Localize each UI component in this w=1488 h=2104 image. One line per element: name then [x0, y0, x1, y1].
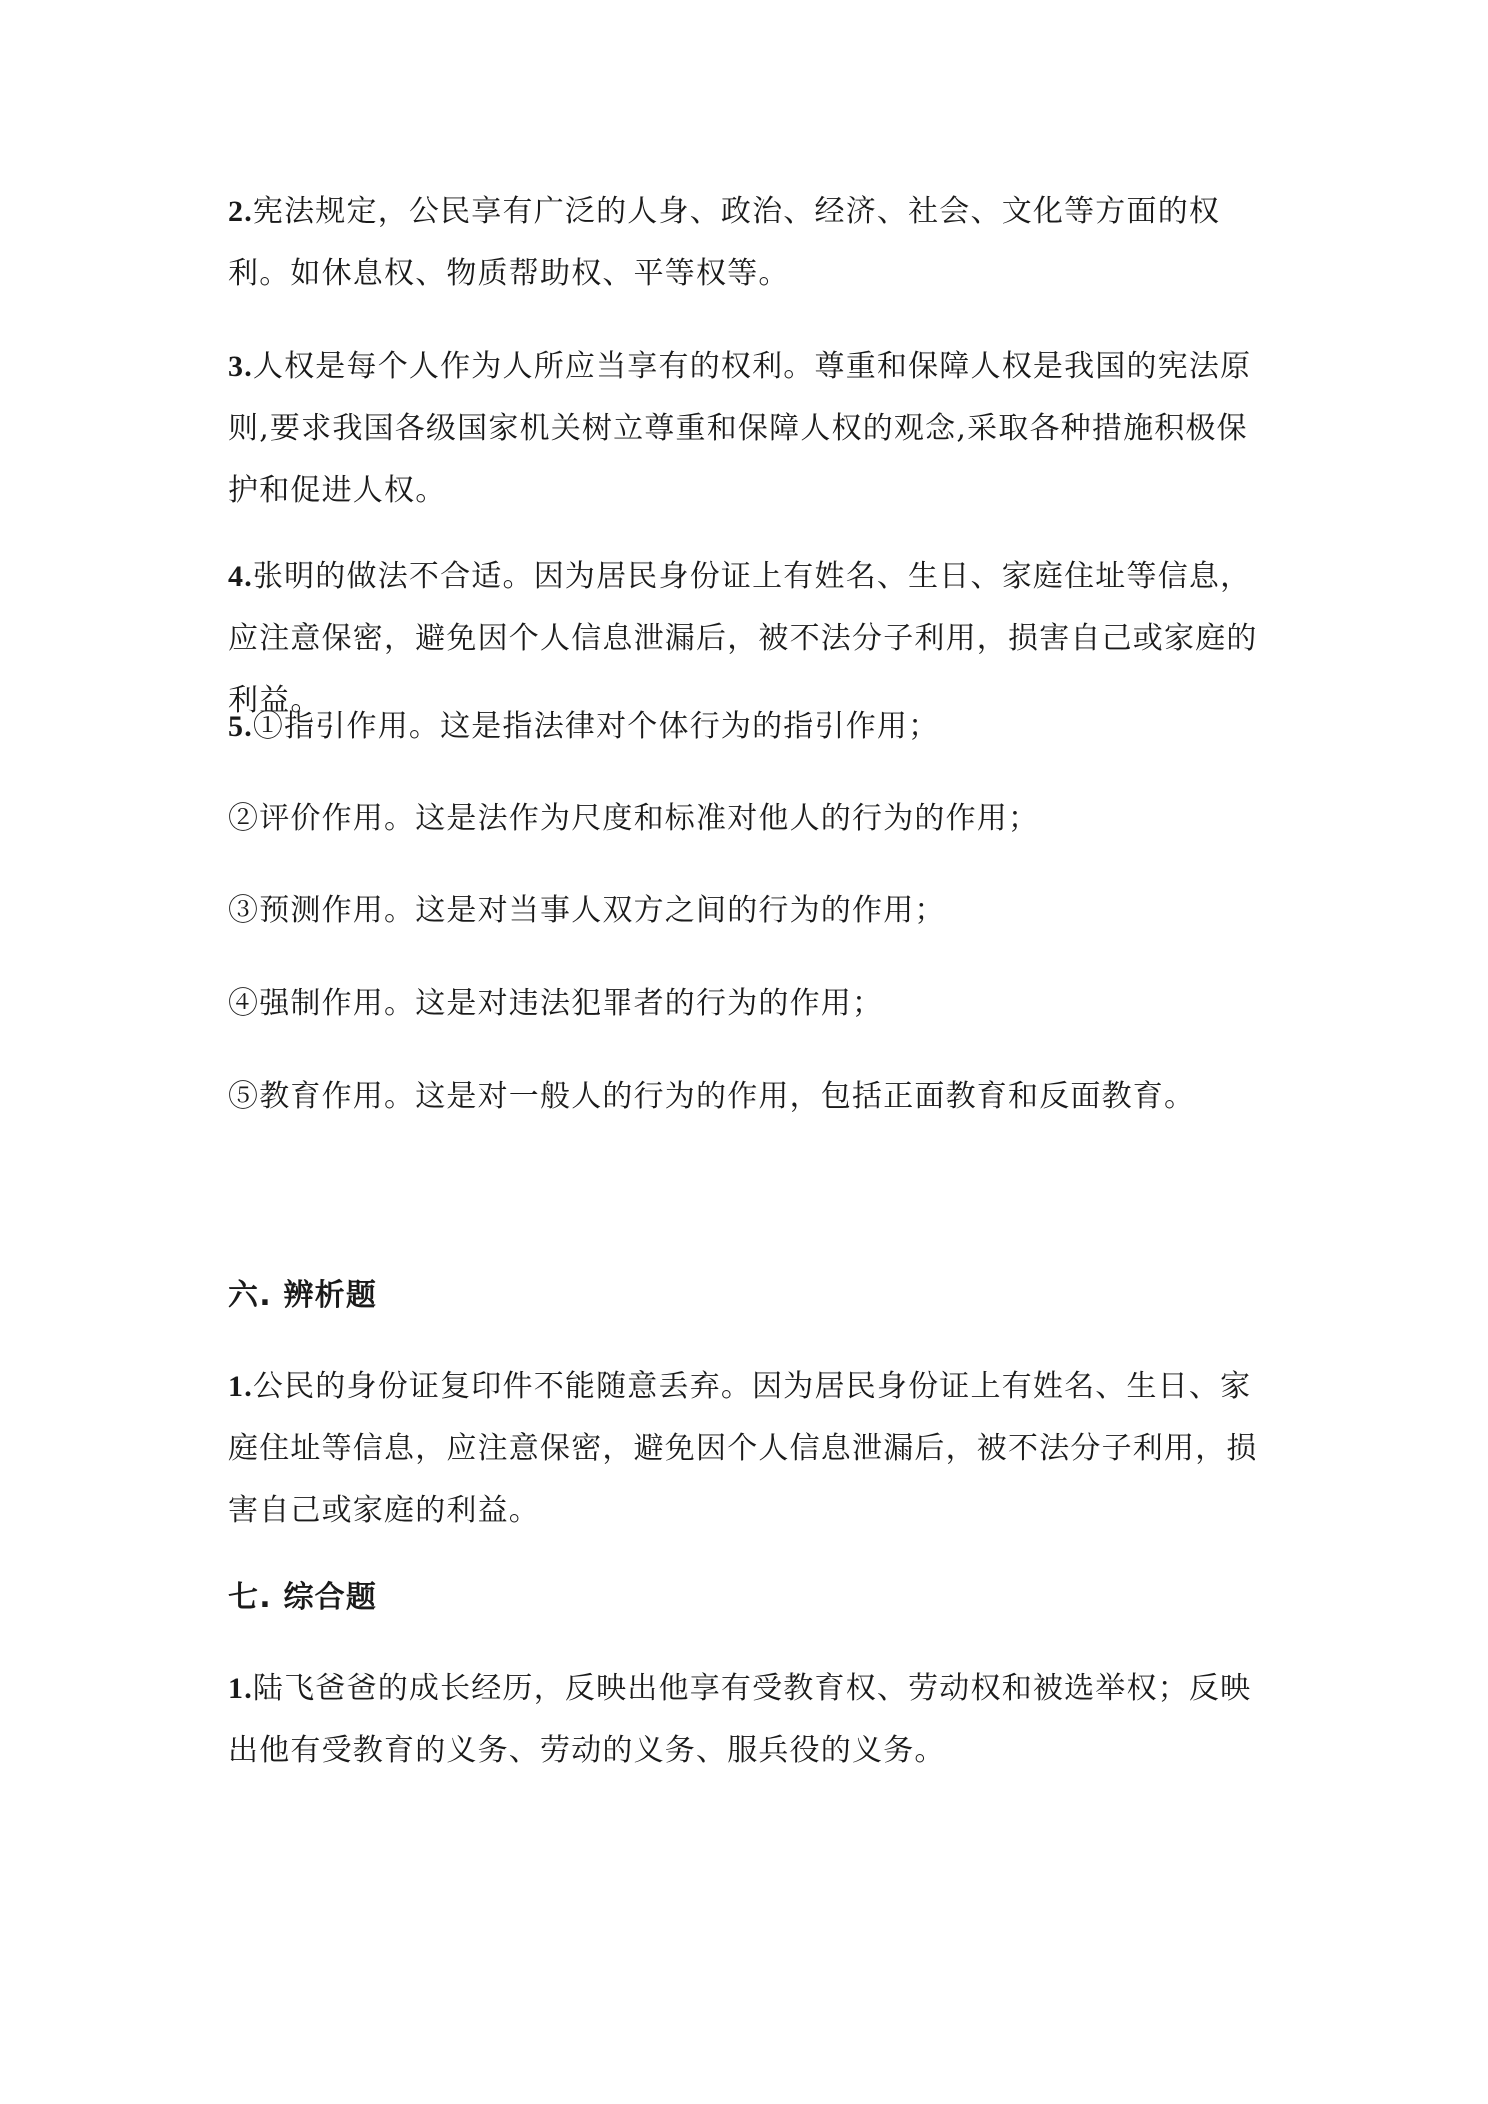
answer-number: 3.: [228, 350, 253, 383]
function-item-evaluate: ②评价作用。这是法作为尺度和标准对他人的行为的作用；: [228, 801, 1040, 836]
answer-item-2: [228, 181, 1268, 305]
answer-text: 人权是每个人作为人所应当享有的权利。尊重和保障人权是我国的宪法原则,要求我国各级国家机关树立尊重和保障人权的观念,采取各种措施积极保护和促进人权。: [228, 349, 1252, 508]
section-heading-analysis: 六. 辨析题: [228, 1278, 378, 1313]
function-item-predict: ③预测作用。这是对当事人双方之间的行为的作用；: [228, 893, 946, 928]
answer-text: 公民的身份证复印件不能随意丢弃。因为居民身份证上有姓名、生日、家庭住址等信息，应注意保密，避免因个人信息泄漏后，被不法分子利用，损害自己或家庭的利益。: [228, 1369, 1258, 1528]
answer-item-3: [228, 336, 1268, 522]
answer-number: 4.: [228, 560, 253, 593]
answer-number: 2.: [228, 195, 253, 228]
analysis-item-1: [228, 1356, 1268, 1542]
function-item-educate: ⑤教育作用。这是对一般人的行为的作用，包括正面教育和反面教育。: [228, 1079, 1196, 1114]
answer-number: 1.: [228, 1370, 253, 1403]
answer-item-5: [228, 696, 1268, 758]
answer-number: 5.: [228, 710, 253, 743]
answer-number: 1.: [228, 1672, 253, 1705]
answer-text: 宪法规定，公民享有广泛的人身、政治、经济、社会、文化等方面的权利。如休息权、物质帮助权、平等权等。: [228, 194, 1221, 291]
function-item-enforce: ④强制作用。这是对违法犯罪者的行为的作用；: [228, 986, 884, 1021]
answer-text: 陆飞爸爸的成长经历，反映出他享有受教育权、劳动权和被选举权；反映出他有受教育的义务、劳动的义务、服兵役的义务。: [228, 1671, 1252, 1768]
comprehensive-item-1: [228, 1658, 1268, 1782]
answer-text: ①指引作用。这是指法律对个体行为的指引作用；: [252, 709, 940, 744]
section-heading-comprehensive: 七. 综合题: [228, 1580, 378, 1615]
answer-text: 张明的做法不合适。因为居民身份证上有姓名、生日、家庭住址等信息，应注意保密，避免因个人信息泄漏后，被不法分子利用，损害自己或家庭的利益。: [228, 559, 1258, 718]
